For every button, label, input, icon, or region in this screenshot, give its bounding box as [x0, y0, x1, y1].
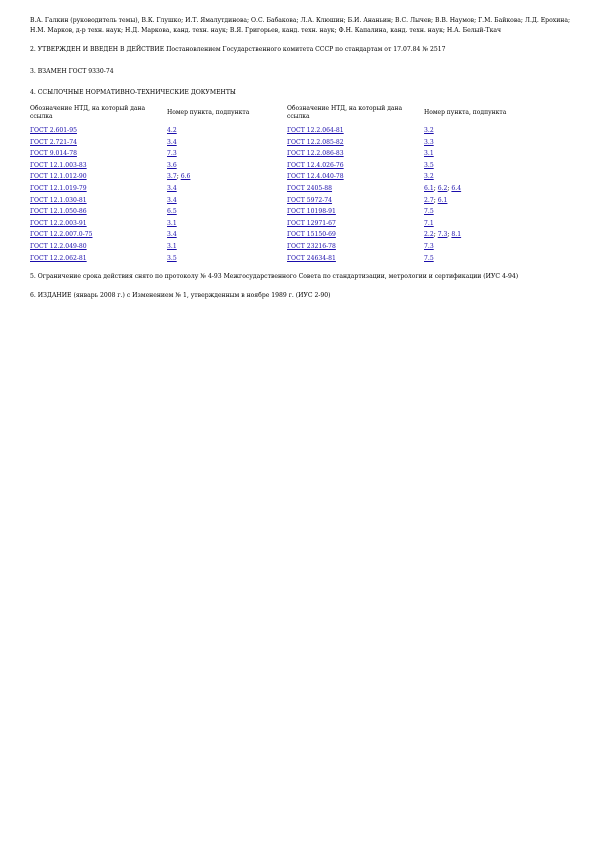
- doc-cell: [30, 183, 167, 195]
- table-row: [30, 171, 275, 183]
- item-link[interactable]: 3.1: [167, 219, 177, 227]
- section-6-edition: 6. ИЗДАНИЕ (январь 2008 г.) с Изменением № 1, утвержденным в ноябре 1989 г. (ИУС 2-90): [30, 292, 331, 300]
- item-cell: [167, 183, 275, 195]
- doc-link[interactable]: ГОСТ 12.2.062-81: [30, 254, 87, 262]
- item-cell: [167, 160, 275, 172]
- table-row: [287, 160, 532, 172]
- doc-link[interactable]: ГОСТ 12.4.040-78: [287, 173, 344, 181]
- table-row: [287, 137, 532, 149]
- doc-cell: [287, 125, 424, 137]
- table-row: [287, 171, 532, 183]
- doc-cell: [287, 241, 424, 253]
- item-cell: [167, 206, 275, 218]
- doc-link[interactable]: ГОСТ 2405-88: [287, 184, 333, 192]
- table-row: [287, 148, 532, 160]
- item-link[interactable]: 3.5: [424, 161, 434, 169]
- doc-cell: [287, 137, 424, 149]
- item-separator: ;: [447, 184, 452, 192]
- doc-cell: [30, 137, 167, 149]
- table-row: [287, 218, 532, 230]
- table-row: [30, 160, 275, 172]
- table-row: [30, 183, 275, 195]
- table-header: [287, 105, 532, 125]
- item-cell: [167, 125, 275, 137]
- doc-link[interactable]: ГОСТ 12.2.086-83: [287, 150, 344, 158]
- item-cell: [424, 171, 532, 183]
- doc-link[interactable]: ГОСТ 23216-78: [287, 242, 336, 250]
- doc-cell: [287, 229, 424, 241]
- section-3-replaces: 3. ВЗАМЕН ГОСТ 9330-74: [30, 67, 114, 75]
- item-link[interactable]: 3.3: [424, 138, 434, 146]
- item-link[interactable]: 3.2: [424, 173, 434, 181]
- doc-link[interactable]: ГОСТ 12.1.019-79: [30, 184, 87, 192]
- item-cell: [424, 160, 532, 172]
- item-link[interactable]: 3.7: [167, 173, 177, 181]
- doc-link[interactable]: ГОСТ 12.4.026-76: [287, 161, 344, 169]
- doc-cell: [30, 253, 167, 265]
- table-row: [30, 241, 275, 253]
- doc-cell: [287, 148, 424, 160]
- item-link[interactable]: 2.2: [424, 231, 434, 239]
- item-cell: [167, 137, 275, 149]
- item-cell: [424, 229, 532, 241]
- document-page: [30, 16, 570, 302]
- doc-cell: [287, 171, 424, 183]
- doc-link[interactable]: ГОСТ 12.2.064-81: [287, 127, 344, 135]
- table-row: [30, 206, 275, 218]
- doc-link[interactable]: ГОСТ 12.1.012-90: [30, 173, 87, 181]
- doc-link[interactable]: ГОСТ 9.014-78: [30, 150, 77, 158]
- doc-cell: [30, 171, 167, 183]
- item-link[interactable]: 3.4: [167, 138, 177, 146]
- table-row: [30, 253, 275, 265]
- item-link[interactable]: 6.2: [437, 184, 448, 192]
- table-row: [30, 125, 275, 137]
- item-cell: [424, 148, 532, 160]
- table-header: [30, 105, 275, 125]
- references-column-left: [30, 105, 275, 264]
- doc-link[interactable]: ГОСТ 2.721-74: [30, 138, 77, 146]
- table-row: [287, 253, 532, 265]
- item-cell: [167, 253, 275, 265]
- item-separator: ;: [447, 231, 452, 239]
- table-row: [30, 137, 275, 149]
- references-column-right: [287, 105, 532, 264]
- item-separator: ;: [433, 231, 438, 239]
- doc-cell: [287, 218, 424, 230]
- item-link[interactable]: 7.3: [437, 231, 448, 239]
- section-5-validity: 5. Ограничение срока действия снято по протоколу № 4-93 Межгосударственного Совета по стандартизации, метрологии и сертификации (ИУС 4-94): [30, 273, 519, 281]
- item-link[interactable]: 3.5: [167, 254, 177, 262]
- item-link[interactable]: 7.3: [167, 150, 177, 158]
- table-row: [30, 195, 275, 207]
- doc-cell: [287, 160, 424, 172]
- table-row: [287, 229, 532, 241]
- item-cell: [167, 229, 275, 241]
- item-separator: ;: [176, 173, 181, 181]
- doc-link[interactable]: ГОСТ 12.2.003-91: [30, 219, 87, 227]
- item-link[interactable]: 3.1: [424, 150, 434, 158]
- section-4-title: 4. ССЫЛОЧНЫЕ НОРМАТИВНО-ТЕХНИЧЕСКИЕ ДОКУМЕНТЫ: [30, 88, 236, 96]
- item-link[interactable]: 6.4: [451, 184, 462, 192]
- item-link[interactable]: 3.4: [167, 184, 177, 192]
- doc-cell: [30, 229, 167, 241]
- doc-cell: [30, 125, 167, 137]
- item-link[interactable]: 2.7: [424, 196, 434, 204]
- table-row: [30, 229, 275, 241]
- references-table: [30, 105, 532, 264]
- doc-cell: [287, 206, 424, 218]
- table-row: [287, 206, 532, 218]
- item-link[interactable]: 3.6: [167, 161, 177, 169]
- doc-cell: [30, 218, 167, 230]
- item-link[interactable]: 3.2: [424, 127, 434, 135]
- header-doc-designation: Обозначение НТД, на который дана ссылка: [30, 105, 146, 121]
- item-link[interactable]: 7.5: [424, 208, 434, 216]
- item-cell: [424, 206, 532, 218]
- item-link[interactable]: 4.2: [167, 127, 177, 135]
- section-2-approval: 2. УТВЕРЖДЕН И ВВЕДЕН В ДЕЙСТВИЕ Постановлением Государственного комитета СССР по стандартам от 17.07.84 № 2517: [30, 46, 446, 54]
- table-row: [287, 125, 532, 137]
- doc-cell: [287, 195, 424, 207]
- doc-link[interactable]: ГОСТ 12971-67: [287, 219, 336, 227]
- doc-link[interactable]: ГОСТ 12.1.050-86: [30, 208, 87, 216]
- item-cell: [167, 148, 275, 160]
- doc-link[interactable]: ГОСТ 12.2.007.0-75: [30, 231, 93, 239]
- table-row: [287, 241, 532, 253]
- item-link[interactable]: 3.4: [167, 196, 177, 204]
- item-cell: [167, 241, 275, 253]
- doc-link[interactable]: ГОСТ 12.1.003-83: [30, 161, 87, 169]
- authors-paragraph: В.А. Галкин (руководитель темы), В.К. Глушко; И.Т. Ямалутдинова; О.С. Бабакова; Л.А. Клюшин; Б.И. Ананьин; В.С. Лычев; В.В. Наумов; Г.М. Байкова; Л.Д. Ерохина; Н.М. Марков, д-р техн. наук; Н.Д. Маркова, канд. техн. наук; В.Я. Григорьев, канд. техн. наук; Ф.Н. Капалина, канд. техн. наук; Н.А. Белый-Ткач: [30, 17, 571, 35]
- doc-link[interactable]: ГОСТ 24634-81: [287, 254, 336, 262]
- doc-cell: [287, 183, 424, 195]
- item-link[interactable]: 8.1: [451, 231, 462, 239]
- item-cell: [424, 195, 532, 207]
- item-link[interactable]: 7.1: [424, 219, 434, 227]
- item-link[interactable]: 6.1: [424, 184, 434, 192]
- doc-link[interactable]: ГОСТ 12.2.049-80: [30, 242, 87, 250]
- item-link[interactable]: 6.1: [437, 196, 448, 204]
- doc-cell: [30, 195, 167, 207]
- doc-cell: [287, 253, 424, 265]
- table-row: [30, 218, 275, 230]
- header-item-number: Номер пункта, подпункта: [167, 109, 250, 117]
- item-link[interactable]: 6.5: [167, 208, 177, 216]
- table-row: [30, 148, 275, 160]
- header-item-number: Номер пункта, подпункта: [424, 109, 507, 117]
- item-cell: [167, 171, 275, 183]
- item-cell: [167, 218, 275, 230]
- item-link[interactable]: 7.3: [424, 242, 434, 250]
- item-cell: [424, 241, 532, 253]
- item-cell: [424, 218, 532, 230]
- doc-link[interactable]: ГОСТ 10198-91: [287, 208, 336, 216]
- item-separator: ;: [433, 184, 438, 192]
- item-link[interactable]: 6.6: [180, 173, 191, 181]
- item-link[interactable]: 3.4: [167, 231, 177, 239]
- item-separator: ;: [433, 196, 438, 204]
- item-link[interactable]: 3.1: [167, 242, 177, 250]
- doc-link[interactable]: ГОСТ 2.601-95: [30, 127, 77, 135]
- doc-cell: [30, 148, 167, 160]
- doc-link[interactable]: ГОСТ 15150-69: [287, 231, 336, 239]
- doc-cell: [30, 160, 167, 172]
- header-doc-designation: Обозначение НТД, на который дана ссылка: [287, 105, 403, 121]
- item-cell: [424, 183, 532, 195]
- doc-cell: [30, 206, 167, 218]
- item-cell: [167, 195, 275, 207]
- table-row: [287, 183, 532, 195]
- doc-link[interactable]: ГОСТ 5972-74: [287, 196, 333, 204]
- item-link[interactable]: 7.5: [424, 254, 434, 262]
- item-cell: [424, 253, 532, 265]
- doc-link[interactable]: ГОСТ 12.2.085-82: [287, 138, 344, 146]
- item-cell: [424, 137, 532, 149]
- doc-link[interactable]: ГОСТ 12.1.030-81: [30, 196, 87, 204]
- table-row: [287, 195, 532, 207]
- doc-cell: [30, 241, 167, 253]
- item-cell: [424, 125, 532, 137]
